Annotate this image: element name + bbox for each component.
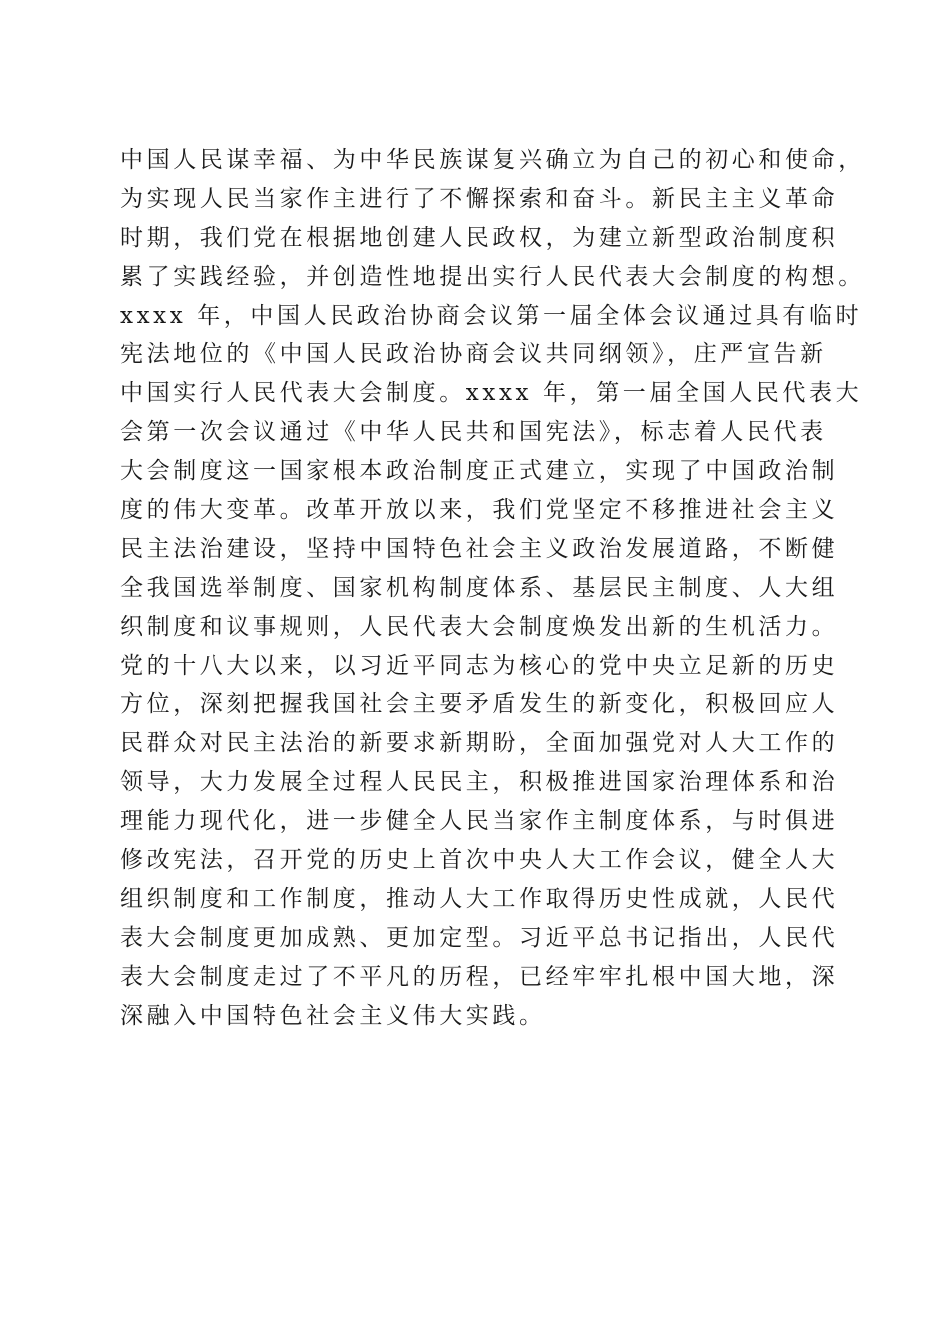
- text-line: 中国实行人民代表大会制度。xxxx 年，第一届全国人民代表大: [120, 380, 863, 407]
- text-line: 表大会制度更加成熟、更加定型。习近平总书记指出，人民代: [120, 924, 839, 951]
- text-line: 宪法地位的《中国人民政治协商会议共同纲领》，庄严宣告新: [120, 341, 827, 368]
- text-line: 民群众对民主法治的新要求新期盼，全面加强党对人大工作的: [120, 730, 839, 757]
- text-line: 民主法治建设，坚持中国特色社会主义政治发展道路，不断健: [120, 535, 839, 562]
- text-line: 织制度和议事规则，人民代表大会制度焕发出新的生机活力。: [120, 613, 839, 640]
- text-line: xxxx 年，中国人民政治协商会议第一届全体会议通过具有临时: [120, 302, 863, 329]
- text-line: 修改宪法，召开党的历史上首次中央人大工作会议，健全人大: [120, 847, 839, 874]
- text-line: 全我国选举制度、国家机构制度体系、基层民主制度、人大组: [120, 574, 839, 601]
- text-line: 领导，大力发展全过程人民民主，积极推进国家治理体系和治: [120, 769, 839, 796]
- text-line: 表大会制度走过了不平凡的历程，已经牢牢扎根中国大地，深: [120, 963, 839, 990]
- body-paragraph: [120, 141, 865, 1035]
- text-line: 会第一次会议通过《中华人民共和国宪法》，标志着人民代表: [120, 419, 827, 446]
- text-line: 为实现人民当家作主进行了不懈探索和奋斗。新民主主义革命: [120, 185, 839, 212]
- text-line: 理能力现代化，进一步健全人民当家作主制度体系，与时俱进: [120, 808, 839, 835]
- text-line: 党的十八大以来，以习近平同志为核心的党中央立足新的历史: [120, 652, 839, 679]
- text-line: 方位，深刻把握我国社会主要矛盾发生的新变化，积极回应人: [120, 691, 839, 718]
- text-line: 度的伟大变革。改革开放以来，我们党坚定不移推进社会主义: [120, 497, 839, 524]
- text-line: 组织制度和工作制度，推动人大工作取得历史性成就，人民代: [120, 885, 839, 912]
- text-line: 大会制度这一国家根本政治制度正式建立，实现了中国政治制: [120, 458, 839, 485]
- text-line: 累了实践经验，并创造性地提出实行人民代表大会制度的构想。: [120, 263, 865, 290]
- text-line: 时期，我们党在根据地创建人民政权，为建立新型政治制度积: [120, 224, 839, 251]
- text-line: 深融入中国特色社会主义伟大实践。: [120, 1002, 546, 1029]
- text-line: 中国人民谋幸福、为中华民族谋复兴确立为自己的初心和使命，: [120, 147, 865, 173]
